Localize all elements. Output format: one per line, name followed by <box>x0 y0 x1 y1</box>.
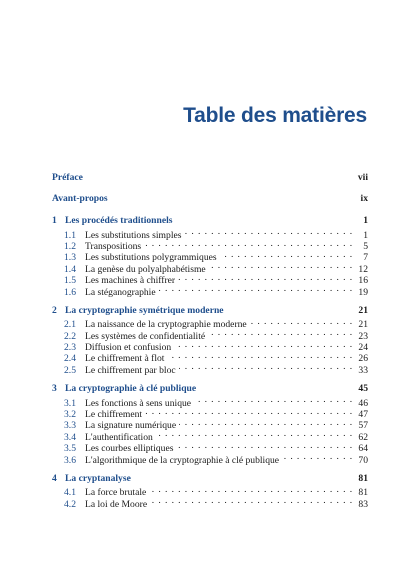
page-number: 7 <box>363 252 368 264</box>
section-title: L'algorithmique de la cryptographie à clé publique <box>85 454 280 466</box>
page-number: 64 <box>358 443 368 455</box>
page-number: 81 <box>358 472 368 484</box>
toc-entry-frontmatter[interactable] <box>52 172 368 183</box>
section-number: 2.3 <box>64 342 76 354</box>
section-number: 1.1 <box>64 229 76 241</box>
page-number: ix <box>360 193 368 205</box>
dot-leader <box>179 361 353 372</box>
section-title: La loi de Moore <box>85 498 148 510</box>
section-title: La naissance de la cryptographie moderne <box>85 319 247 331</box>
section-title: Diffusion et confusion <box>85 342 172 354</box>
entry-title: Avant-propos <box>52 193 108 205</box>
section-number: 2.1 <box>64 319 76 331</box>
toc-entry-section[interactable] <box>52 484 368 499</box>
toc-entry-section[interactable] <box>52 394 368 409</box>
section-title: L'authentification <box>85 431 153 443</box>
section-title: Les machines à chiffrer <box>85 275 176 287</box>
page-number: 62 <box>358 431 368 443</box>
section-number: 3.5 <box>64 443 76 455</box>
page-number: 19 <box>358 286 368 298</box>
page-number: 1 <box>363 214 368 226</box>
chapter-title: La cryptanalyse <box>65 472 131 484</box>
chapter-number: 1 <box>52 214 57 226</box>
toc-entry-section[interactable] <box>52 226 368 241</box>
section-title: La genèse du polyalphabétisme <box>85 263 206 275</box>
dot-leader <box>179 417 353 428</box>
dot-leader <box>167 350 353 361</box>
page-number: 23 <box>358 330 368 342</box>
toc-entry-frontmatter[interactable] <box>52 193 368 204</box>
page-title: Table des matières <box>183 104 367 127</box>
section-title: La signature numérique <box>85 420 177 432</box>
dot-leader <box>149 484 353 495</box>
dot-leader <box>159 283 353 294</box>
chapter-title: La cryptographie à clé publique <box>65 382 197 394</box>
page-number: 5 <box>363 240 368 252</box>
page-number: 12 <box>358 263 368 275</box>
section-number: 1.2 <box>64 240 76 252</box>
toc-entry-section[interactable] <box>52 316 368 331</box>
chapter-number: 2 <box>52 304 57 316</box>
dot-leader <box>184 226 353 237</box>
section-number: 2.2 <box>64 330 76 342</box>
page-number: 21 <box>358 304 368 316</box>
section-number: 1.6 <box>64 286 76 298</box>
page-number: 21 <box>358 319 368 331</box>
chapter-title: La cryptographie symétrique moderne <box>65 304 224 316</box>
page-number: 47 <box>358 409 368 421</box>
page-number: 1 <box>363 229 368 241</box>
dot-leader <box>209 260 353 271</box>
section-title: Les substitutions polygrammiques <box>85 252 217 264</box>
section-title: Les substitutions simples <box>85 229 182 241</box>
page-number: 83 <box>358 498 368 510</box>
section-title: La stéganographie <box>85 286 156 298</box>
toc-entry-chapter[interactable] <box>52 383 368 394</box>
page-number: 26 <box>358 353 368 365</box>
dot-leader <box>194 394 353 405</box>
dot-leader <box>220 249 353 260</box>
chapter-title: Les procédés traditionnels <box>65 214 173 226</box>
page-number: 24 <box>358 342 368 354</box>
section-title: Les fonctions à sens unique <box>85 397 192 409</box>
dot-leader <box>250 316 353 327</box>
section-number: 1.5 <box>64 275 76 287</box>
section-number: 4.1 <box>64 487 76 499</box>
page-number: 57 <box>358 420 368 432</box>
page-number: 81 <box>358 487 368 499</box>
section-number: 1.4 <box>64 263 76 275</box>
section-number: 3.2 <box>64 409 76 421</box>
entry-title: Préface <box>52 172 83 183</box>
dot-leader <box>176 440 353 451</box>
section-title: Le chiffrement à flot <box>85 353 165 365</box>
dot-leader <box>150 495 353 506</box>
toc-entry-chapter[interactable] <box>52 215 368 226</box>
page-number: 70 <box>358 454 368 466</box>
dot-leader <box>174 339 353 350</box>
section-number: 3.4 <box>64 431 76 443</box>
page-number: 46 <box>358 397 368 409</box>
page-number: vii <box>357 172 368 183</box>
section-title: Les systèmes de confidentialité <box>85 330 206 342</box>
section-number: 3.3 <box>64 420 76 432</box>
section-number: 1.3 <box>64 252 76 264</box>
dot-leader <box>156 428 353 439</box>
dot-leader <box>178 272 353 283</box>
chapter-number: 4 <box>52 472 57 484</box>
section-title: La force brutale <box>85 487 147 499</box>
toc-entry-chapter[interactable] <box>52 305 368 316</box>
section-title: Les courbes elliptiques <box>85 443 174 455</box>
dot-leader <box>144 238 353 249</box>
section-title: Transpositions <box>85 240 142 252</box>
chapter-number: 3 <box>52 382 57 394</box>
page-number: 33 <box>358 364 368 376</box>
section-number: 3.1 <box>64 397 76 409</box>
dot-leader <box>145 406 353 417</box>
section-title: Le chiffrement <box>85 409 143 421</box>
section-number: 2.5 <box>64 364 76 376</box>
page-number: 16 <box>358 275 368 287</box>
section-number: 2.4 <box>64 353 76 365</box>
table-of-contents <box>52 172 368 510</box>
dot-leader <box>282 451 353 462</box>
section-title: Le chiffrement par bloc <box>85 364 176 376</box>
toc-entry-chapter[interactable] <box>52 473 368 484</box>
dot-leader <box>208 327 353 338</box>
page-number: 45 <box>358 382 368 394</box>
section-number: 4.2 <box>64 498 76 510</box>
section-number: 3.6 <box>64 454 76 466</box>
